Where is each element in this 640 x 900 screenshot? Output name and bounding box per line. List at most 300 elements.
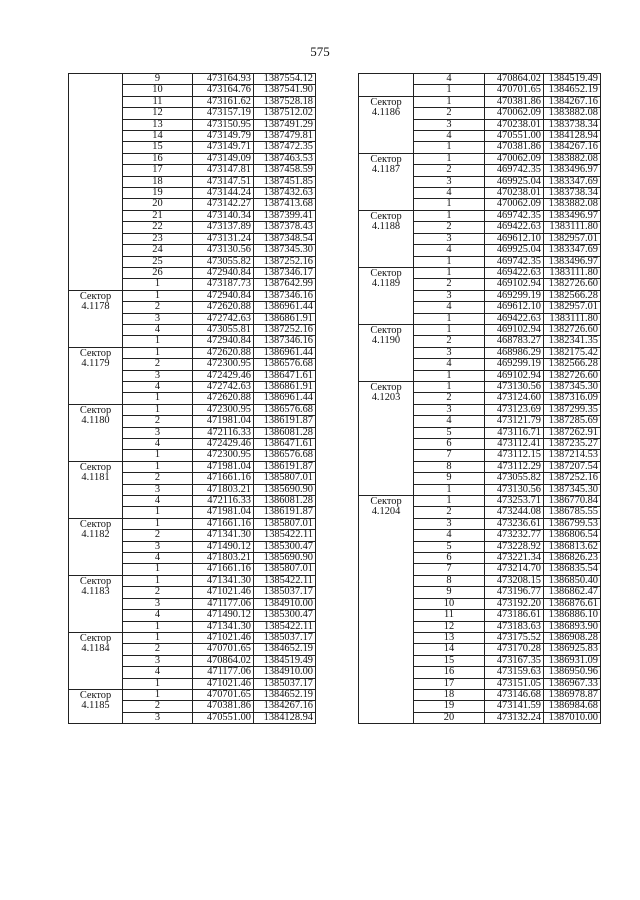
- point-number: 1: [123, 689, 193, 700]
- coordinate-y: 1386191.87: [254, 416, 316, 427]
- point-number: 3: [123, 541, 193, 552]
- coordinate-x: 472300.95: [193, 450, 254, 461]
- coordinate-y: 1383347.69: [544, 176, 601, 187]
- table-row: [359, 381, 601, 392]
- coordinate-y: 1386770.84: [544, 496, 601, 507]
- point-number: 3: [414, 290, 485, 301]
- coordinate-y: 1387528.18: [254, 96, 316, 107]
- point-number: 3: [123, 427, 193, 438]
- sector-label: Сектор 4.1189: [359, 267, 414, 324]
- coordinate-y: 1386876.61: [544, 598, 601, 609]
- coordinate-y: 1383111.80: [544, 222, 601, 233]
- point-number: 10: [414, 598, 485, 609]
- coordinate-y: 1386908.28: [544, 632, 601, 643]
- point-number: 13: [414, 632, 485, 643]
- point-number: 19: [123, 188, 193, 199]
- coordinate-y: 1382175.42: [544, 347, 601, 358]
- point-number: 1: [123, 404, 193, 415]
- coordinate-y: 1387554.12: [254, 74, 316, 85]
- sector-label: Сектор 4.1188: [359, 210, 414, 267]
- table-row: [359, 153, 601, 164]
- point-number: 1: [123, 290, 193, 301]
- coordinate-y: 1387316.09: [544, 393, 601, 404]
- coordinate-y: 1387491.29: [254, 119, 316, 130]
- coordinate-x: 473149.09: [193, 153, 254, 164]
- coordinate-y: 1387252.16: [254, 324, 316, 335]
- point-number: 1: [414, 496, 485, 507]
- coordinate-y: 1382726.60: [544, 279, 601, 290]
- coordinate-y: 1385807.01: [254, 518, 316, 529]
- coordinate-y: 1385422.11: [254, 621, 316, 632]
- point-number: 1: [123, 678, 193, 689]
- table-row: [359, 496, 601, 507]
- point-number: 2: [123, 644, 193, 655]
- table-row: [69, 404, 316, 415]
- point-number: 4: [123, 496, 193, 507]
- point-number: 17: [414, 678, 485, 689]
- point-number: 3: [414, 176, 485, 187]
- sector-label: Сектор 4.1182: [69, 518, 123, 575]
- point-number: 1: [414, 199, 485, 210]
- coordinate-x: 471021.46: [193, 678, 254, 689]
- coordinate-x: 473124.60: [485, 393, 544, 404]
- coordinate-x: 473121.79: [485, 416, 544, 427]
- coordinates-table-right: [358, 73, 601, 724]
- point-number: 3: [123, 484, 193, 495]
- coordinate-x: 473055.81: [193, 324, 254, 335]
- point-number: 5: [414, 427, 485, 438]
- point-number: 7: [414, 564, 485, 575]
- coordinate-x: 473167.35: [485, 655, 544, 666]
- coordinate-y: 1383347.69: [544, 245, 601, 256]
- coordinate-x: 469299.19: [485, 359, 544, 370]
- coordinate-y: 1386886.10: [544, 610, 601, 621]
- coordinate-x: 468783.27: [485, 336, 544, 347]
- point-number: 3: [123, 712, 193, 723]
- point-number: 2: [414, 165, 485, 176]
- coordinate-x: 469612.10: [485, 302, 544, 313]
- coordinate-x: 469102.94: [485, 370, 544, 381]
- coordinate-x: 471341.30: [193, 575, 254, 586]
- coordinate-y: 1387262.91: [544, 427, 601, 438]
- coordinate-y: 1386471.61: [254, 439, 316, 450]
- sector-label: Сектор 4.1181: [69, 461, 123, 518]
- coordinate-x: 473187.73: [193, 279, 254, 290]
- coordinate-y: 1383111.80: [544, 313, 601, 324]
- coordinate-y: 1383111.80: [544, 267, 601, 278]
- coordinate-y: 1386799.53: [544, 518, 601, 529]
- coordinate-x: 469742.35: [485, 210, 544, 221]
- point-number: 2: [414, 393, 485, 404]
- point-number: 1: [123, 507, 193, 518]
- point-number: 3: [123, 598, 193, 609]
- coordinate-x: 473159.63: [485, 667, 544, 678]
- coordinate-x: 473196.77: [485, 587, 544, 598]
- point-number: 1: [123, 632, 193, 643]
- coordinate-x: 473055.82: [485, 473, 544, 484]
- coordinate-x: 469422.63: [485, 222, 544, 233]
- coordinate-y: 1387345.30: [544, 381, 601, 392]
- coordinate-y: 1385037.17: [254, 632, 316, 643]
- coordinate-y: 1384652.19: [254, 689, 316, 700]
- coordinate-x: 473123.69: [485, 404, 544, 415]
- point-number: 1: [414, 381, 485, 392]
- point-number: 25: [123, 256, 193, 267]
- coordinate-x: 473208.15: [485, 575, 544, 586]
- point-number: 4: [414, 302, 485, 313]
- coordinate-y: 1386191.87: [254, 507, 316, 518]
- coordinate-x: 473221.34: [485, 553, 544, 564]
- coordinate-x: 469102.94: [485, 324, 544, 335]
- coordinate-x: 473149.79: [193, 131, 254, 142]
- coordinate-x: 472620.88: [193, 302, 254, 313]
- table-row: [359, 267, 601, 278]
- point-number: 1: [123, 518, 193, 529]
- coordinate-y: 1385422.11: [254, 530, 316, 541]
- point-number: 1: [123, 575, 193, 586]
- sector-label: Сектор 4.1190: [359, 324, 414, 381]
- coordinate-x: 470551.00: [485, 131, 544, 142]
- point-number: 2: [123, 359, 193, 370]
- coordinate-x: 470381.86: [485, 96, 544, 107]
- coordinate-y: 1386978.87: [544, 689, 601, 700]
- coordinate-y: 1386785.55: [544, 507, 601, 518]
- coordinate-y: 1384652.19: [544, 85, 601, 96]
- coordinate-x: 473170.28: [485, 644, 544, 655]
- point-number: 4: [414, 245, 485, 256]
- coordinate-y: 1386576.68: [254, 450, 316, 461]
- coordinate-x: 473142.27: [193, 199, 254, 210]
- point-number: 4: [123, 667, 193, 678]
- coordinate-y: 1386576.68: [254, 404, 316, 415]
- point-number: 2: [414, 507, 485, 518]
- point-number: 1: [414, 256, 485, 267]
- coordinate-x: 470864.02: [485, 74, 544, 85]
- sector-label: Сектор 4.1183: [69, 575, 123, 632]
- coordinate-x: 471341.30: [193, 621, 254, 632]
- coordinate-y: 1386826.23: [544, 553, 601, 564]
- coordinate-x: 471177.06: [193, 598, 254, 609]
- sector-label: Сектор 4.1187: [359, 153, 414, 210]
- coordinate-y: 1383882.08: [544, 153, 601, 164]
- point-number: 4: [123, 553, 193, 564]
- point-number: 5: [414, 541, 485, 552]
- table-row: [69, 518, 316, 529]
- coordinate-x: 472940.84: [193, 267, 254, 278]
- coordinate-x: 473130.56: [485, 381, 544, 392]
- point-number: 4: [414, 359, 485, 370]
- point-number: 21: [123, 210, 193, 221]
- point-number: 8: [414, 575, 485, 586]
- coordinate-x: 471341.30: [193, 530, 254, 541]
- coordinate-x: 473112.15: [485, 450, 544, 461]
- point-number: 2: [414, 336, 485, 347]
- point-number: 1: [123, 564, 193, 575]
- coordinate-x: 471490.12: [193, 541, 254, 552]
- coordinate-x: 473164.76: [193, 85, 254, 96]
- sector-label: [359, 74, 414, 97]
- coordinate-y: 1386850.40: [544, 575, 601, 586]
- point-number: 2: [123, 530, 193, 541]
- coordinate-y: 1387010.00: [544, 712, 601, 723]
- point-number: 3: [414, 233, 485, 244]
- coordinate-x: 473253.71: [485, 496, 544, 507]
- coordinate-x: 470381.86: [193, 701, 254, 712]
- coordinate-x: 469102.94: [485, 279, 544, 290]
- point-number: 3: [414, 518, 485, 529]
- table-row: [359, 210, 601, 221]
- coordinate-x: 470701.65: [193, 644, 254, 655]
- point-number: 2: [414, 279, 485, 290]
- coordinate-y: 1382726.60: [544, 370, 601, 381]
- coordinate-x: 471021.46: [193, 632, 254, 643]
- coordinate-x: 469299.19: [485, 290, 544, 301]
- coordinate-x: 472620.88: [193, 393, 254, 404]
- coordinate-y: 1386471.61: [254, 370, 316, 381]
- coordinate-y: 1386861.91: [254, 313, 316, 324]
- coordinate-y: 1387378.43: [254, 222, 316, 233]
- coordinate-x: 473132.24: [485, 712, 544, 723]
- coordinate-y: 1382566.28: [544, 359, 601, 370]
- point-number: 20: [123, 199, 193, 210]
- table-row: [69, 575, 316, 586]
- point-number: 14: [123, 131, 193, 142]
- coordinate-y: 1385807.01: [254, 564, 316, 575]
- coordinate-x: 473140.34: [193, 210, 254, 221]
- coordinate-y: 1383496.97: [544, 256, 601, 267]
- coordinate-y: 1387345.30: [544, 484, 601, 495]
- coordinate-x: 473232.77: [485, 530, 544, 541]
- point-number: 9: [123, 74, 193, 85]
- coordinate-y: 1386081.28: [254, 427, 316, 438]
- point-number: 2: [414, 222, 485, 233]
- coordinate-x: 473055.82: [193, 256, 254, 267]
- table-row: [69, 461, 316, 472]
- point-number: 9: [414, 587, 485, 598]
- coordinate-x: 470062.09: [485, 153, 544, 164]
- point-number: 4: [123, 381, 193, 392]
- coordinate-x: 469925.04: [485, 245, 544, 256]
- point-number: 1: [414, 484, 485, 495]
- coordinate-y: 1383496.97: [544, 165, 601, 176]
- coordinate-x: 473137.89: [193, 222, 254, 233]
- coordinate-x: 471490.12: [193, 610, 254, 621]
- coordinate-x: 469422.63: [485, 313, 544, 324]
- point-number: 16: [414, 667, 485, 678]
- coordinate-x: 473236.61: [485, 518, 544, 529]
- coordinate-x: 472300.95: [193, 404, 254, 415]
- point-number: 1: [123, 347, 193, 358]
- coordinate-y: 1386950.96: [544, 667, 601, 678]
- coordinate-x: 473183.63: [485, 621, 544, 632]
- point-number: 10: [123, 85, 193, 96]
- point-number: 1: [123, 461, 193, 472]
- coordinate-x: 471661.16: [193, 518, 254, 529]
- coordinate-x: 470238.01: [485, 188, 544, 199]
- coordinate-y: 1384128.94: [544, 131, 601, 142]
- point-number: 14: [414, 644, 485, 655]
- point-number: 11: [414, 610, 485, 621]
- coordinate-y: 1383738.34: [544, 119, 601, 130]
- coordinate-y: 1386961.44: [254, 302, 316, 313]
- coordinate-x: 471803.21: [193, 553, 254, 564]
- coordinate-x: 470864.02: [193, 655, 254, 666]
- coordinate-y: 1387451.85: [254, 176, 316, 187]
- sector-label: Сектор 4.1186: [359, 96, 414, 153]
- coordinates-table-left: [68, 73, 316, 724]
- point-number: 2: [123, 302, 193, 313]
- coordinate-x: 472742.63: [193, 381, 254, 392]
- point-number: 16: [123, 153, 193, 164]
- point-number: 6: [414, 439, 485, 450]
- coordinate-x: 473157.19: [193, 108, 254, 119]
- point-number: 4: [414, 530, 485, 541]
- coordinate-y: 1386861.91: [254, 381, 316, 392]
- coordinate-y: 1387207.54: [544, 461, 601, 472]
- coordinate-x: 473192.20: [485, 598, 544, 609]
- coordinate-y: 1384267.16: [544, 96, 601, 107]
- coordinate-y: 1384519.49: [544, 74, 601, 85]
- coordinate-y: 1387512.02: [254, 108, 316, 119]
- point-number: 19: [414, 701, 485, 712]
- point-number: 1: [414, 210, 485, 221]
- coordinate-x: 471981.04: [193, 507, 254, 518]
- coordinate-y: 1386893.90: [544, 621, 601, 632]
- coordinate-x: 473147.51: [193, 176, 254, 187]
- coordinate-x: 470381.86: [485, 142, 544, 153]
- point-number: 4: [414, 74, 485, 85]
- coordinate-y: 1382726.60: [544, 324, 601, 335]
- coordinate-y: 1386862.47: [544, 587, 601, 598]
- coordinate-x: 473161.62: [193, 96, 254, 107]
- coordinate-x: 473112.41: [485, 439, 544, 450]
- sector-label: [69, 74, 123, 291]
- coordinate-y: 1386961.44: [254, 393, 316, 404]
- coordinate-y: 1384267.16: [254, 701, 316, 712]
- coordinate-x: 470238.01: [485, 119, 544, 130]
- table-row: [69, 290, 316, 301]
- point-number: 1: [123, 336, 193, 347]
- point-number: 1: [414, 370, 485, 381]
- sector-label: Сектор 4.1178: [69, 290, 123, 347]
- coordinate-x: 470062.09: [485, 108, 544, 119]
- point-number: 22: [123, 222, 193, 233]
- coordinate-y: 1387235.27: [544, 439, 601, 450]
- coordinate-y: 1386813.62: [544, 541, 601, 552]
- coordinate-x: 471177.06: [193, 667, 254, 678]
- point-number: 4: [123, 439, 193, 450]
- coordinate-y: 1387458.59: [254, 165, 316, 176]
- coordinate-y: 1387252.16: [544, 473, 601, 484]
- point-number: 23: [123, 233, 193, 244]
- coordinate-y: 1383496.97: [544, 210, 601, 221]
- coordinate-x: 473164.93: [193, 74, 254, 85]
- point-number: 1: [414, 153, 485, 164]
- coordinate-x: 470551.00: [193, 712, 254, 723]
- point-number: 3: [414, 347, 485, 358]
- coordinate-y: 1386961.44: [254, 347, 316, 358]
- coordinate-x: 473131.24: [193, 233, 254, 244]
- point-number: 1: [123, 450, 193, 461]
- point-number: 1: [414, 324, 485, 335]
- coordinate-y: 1387252.16: [254, 256, 316, 267]
- table-row: [359, 324, 601, 335]
- point-number: 18: [123, 176, 193, 187]
- coordinate-y: 1384652.19: [254, 644, 316, 655]
- coordinate-x: 472116.33: [193, 427, 254, 438]
- coordinate-y: 1385037.17: [254, 678, 316, 689]
- point-number: 6: [414, 553, 485, 564]
- point-number: 3: [123, 313, 193, 324]
- coordinate-x: 470701.65: [193, 689, 254, 700]
- coordinate-y: 1384910.00: [254, 598, 316, 609]
- coordinate-y: 1387348.54: [254, 233, 316, 244]
- coordinate-x: 471981.04: [193, 461, 254, 472]
- coordinate-x: 473112.29: [485, 461, 544, 472]
- coordinate-y: 1383882.08: [544, 108, 601, 119]
- point-number: 3: [123, 655, 193, 666]
- coordinate-x: 469925.04: [485, 176, 544, 187]
- point-number: 1: [123, 393, 193, 404]
- coordinate-y: 1386925.83: [544, 644, 601, 655]
- point-number: 1: [414, 267, 485, 278]
- coordinate-x: 473151.05: [485, 678, 544, 689]
- sector-label: Сектор 4.1185: [69, 689, 123, 723]
- point-number: 2: [123, 587, 193, 598]
- point-number: 3: [123, 370, 193, 381]
- coordinate-x: 471661.16: [193, 564, 254, 575]
- point-number: 4: [123, 324, 193, 335]
- coordinate-y: 1386984.68: [544, 701, 601, 712]
- coordinate-y: 1386081.28: [254, 496, 316, 507]
- point-number: 7: [414, 450, 485, 461]
- coordinate-x: 473147.81: [193, 165, 254, 176]
- point-number: 13: [123, 119, 193, 130]
- point-number: 4: [414, 416, 485, 427]
- coordinate-y: 1384128.94: [254, 712, 316, 723]
- coordinate-y: 1386967.33: [544, 678, 601, 689]
- coordinate-y: 1383738.34: [544, 188, 601, 199]
- coordinate-x: 473150.95: [193, 119, 254, 130]
- coordinate-y: 1385300.47: [254, 541, 316, 552]
- point-number: 3: [414, 404, 485, 415]
- point-number: 1: [414, 96, 485, 107]
- coordinate-y: 1382566.28: [544, 290, 601, 301]
- point-number: 15: [414, 655, 485, 666]
- sector-label: Сектор 4.1203: [359, 381, 414, 495]
- coordinate-y: 1385807.01: [254, 473, 316, 484]
- coordinate-x: 470701.65: [485, 85, 544, 96]
- coordinate-y: 1387346.17: [254, 267, 316, 278]
- point-number: 20: [414, 712, 485, 723]
- coordinate-x: 469612.10: [485, 233, 544, 244]
- coordinate-x: 472429.46: [193, 370, 254, 381]
- point-number: 1: [123, 279, 193, 290]
- point-number: 1: [414, 85, 485, 96]
- coordinate-y: 1387346.16: [254, 336, 316, 347]
- point-number: 4: [123, 610, 193, 621]
- coordinate-y: 1387299.35: [544, 404, 601, 415]
- coordinate-x: 473175.52: [485, 632, 544, 643]
- coordinate-y: 1386191.87: [254, 461, 316, 472]
- point-number: 4: [414, 188, 485, 199]
- point-number: 17: [123, 165, 193, 176]
- coordinate-y: 1387463.53: [254, 153, 316, 164]
- point-number: 2: [123, 473, 193, 484]
- point-number: 1: [414, 142, 485, 153]
- coordinate-x: 472620.88: [193, 347, 254, 358]
- coordinate-x: 473141.59: [485, 701, 544, 712]
